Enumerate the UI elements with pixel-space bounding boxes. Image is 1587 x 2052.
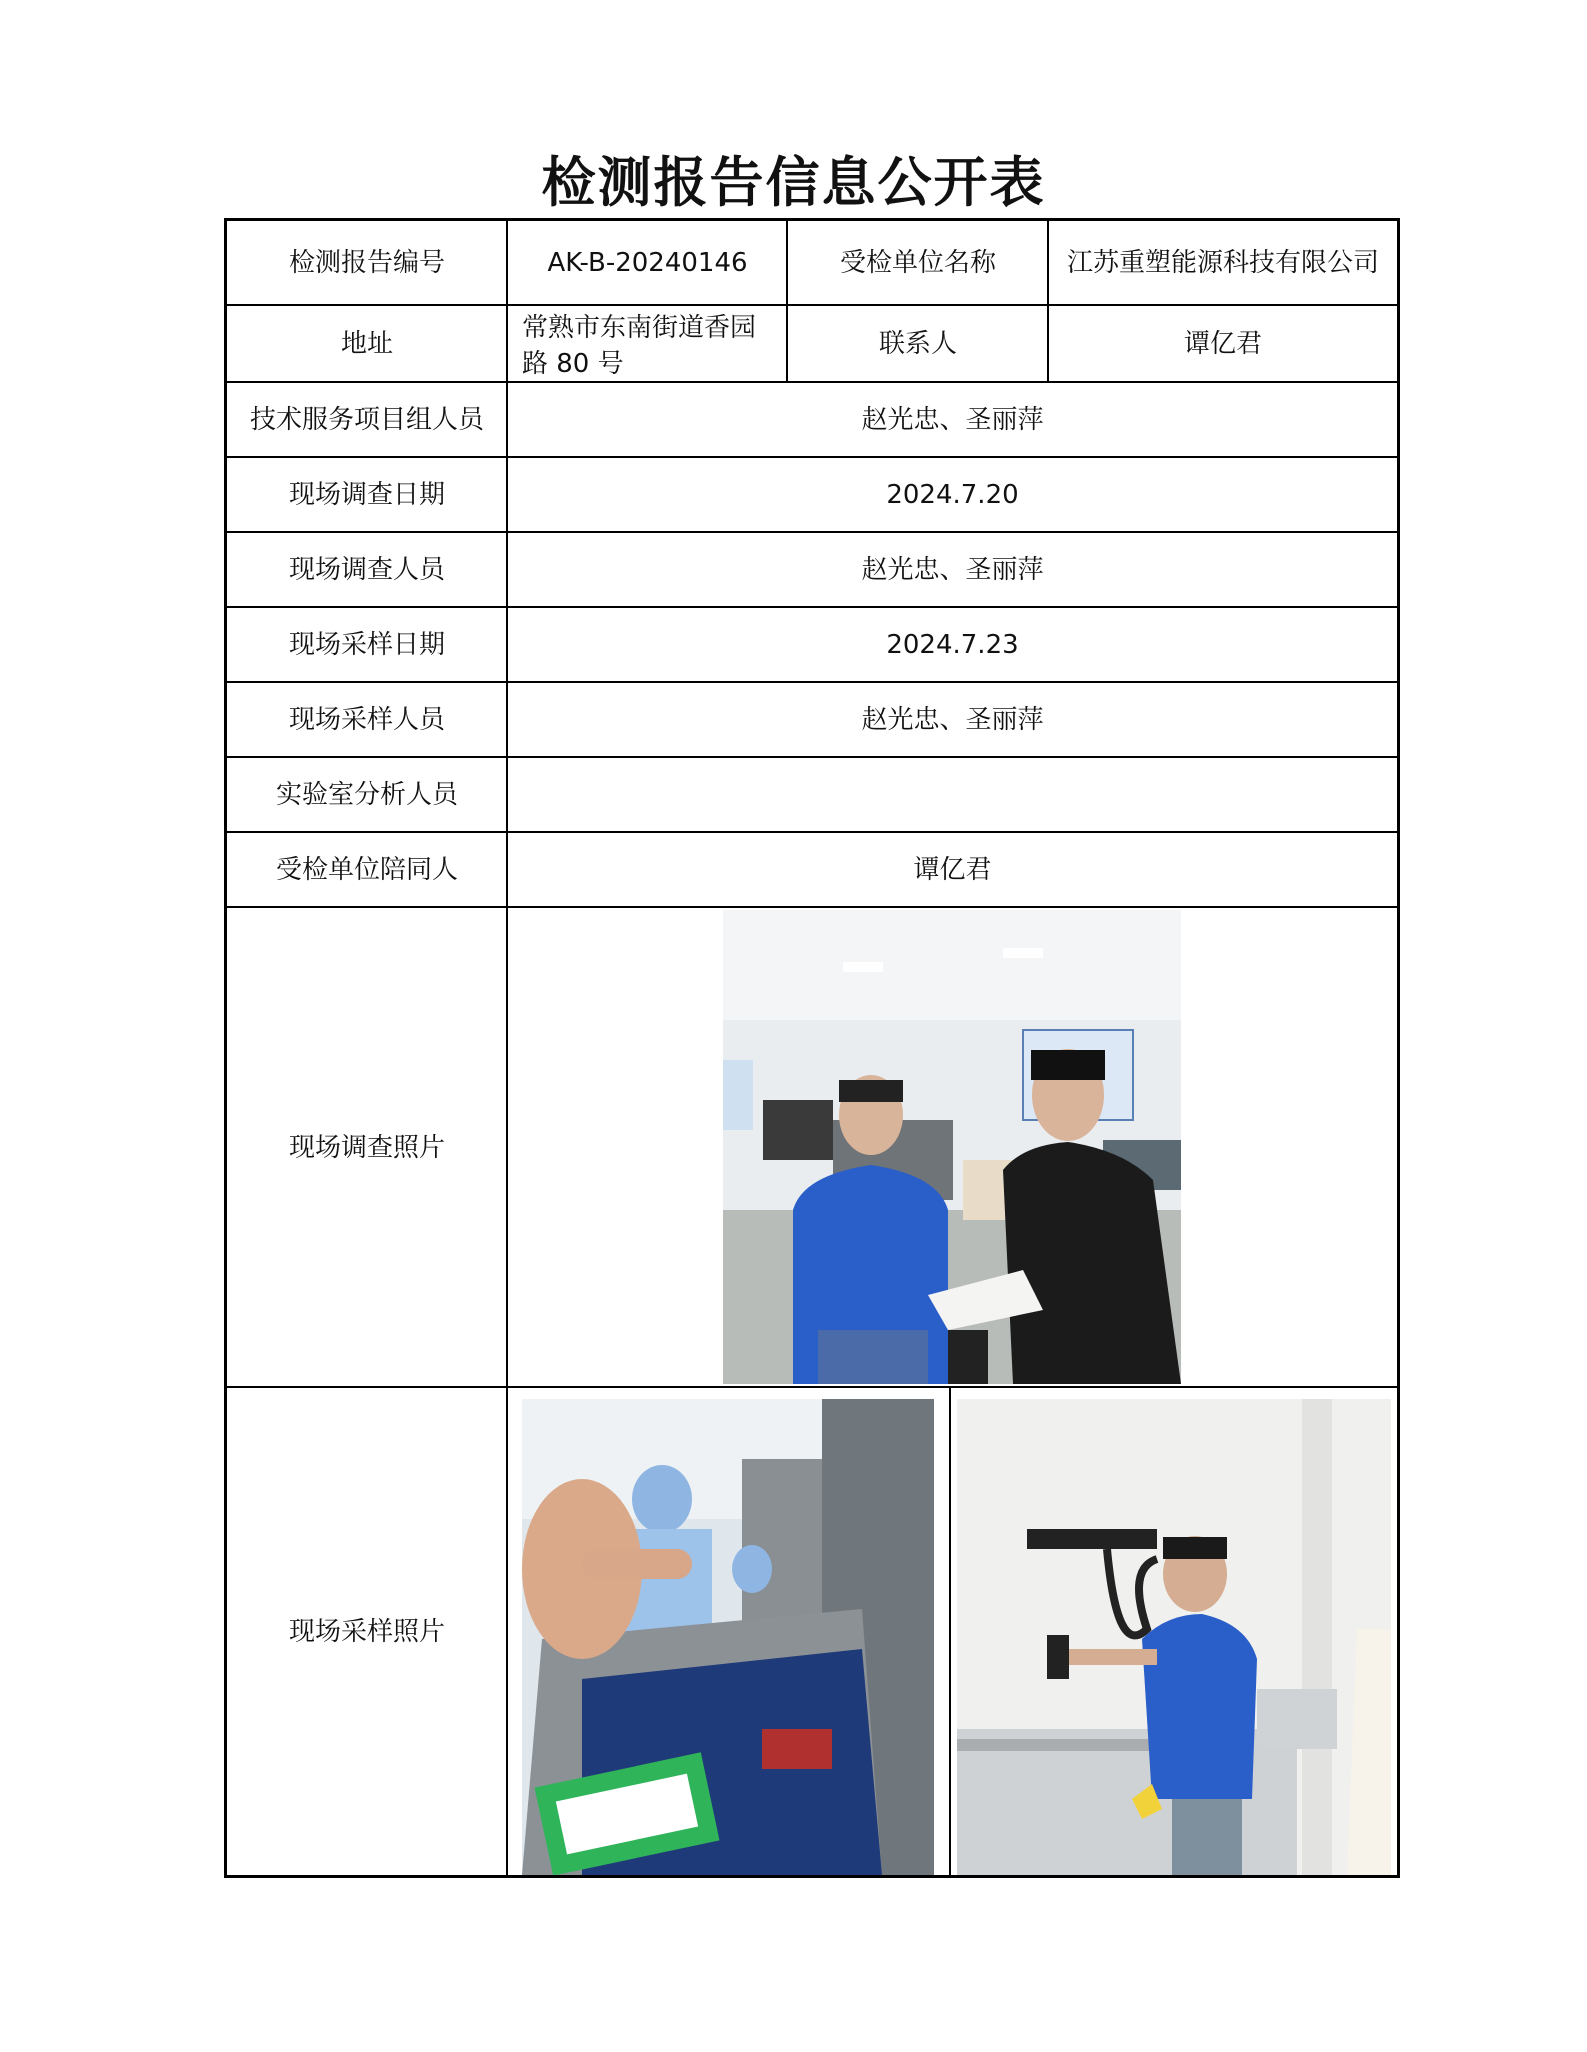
page-title: 检测报告信息公开表 [541,150,1046,214]
lab-staff-label: 实验室分析人员 [275,780,458,810]
team-value: 赵光忠、圣丽萍 [861,405,1044,435]
lab-staff-value [508,758,1397,832]
sampling-date-value: 2024.7.23 [886,630,1019,660]
contact-value: 谭亿君 [1183,329,1262,359]
survey-staff-value: 赵光忠、圣丽萍 [861,555,1044,585]
escort-value: 谭亿君 [913,855,992,885]
sampling-date-label: 现场采样日期 [288,630,445,660]
escort-label: 受检单位陪同人 [275,855,458,885]
report-no-label: 检测报告编号 [288,248,445,278]
sampling-staff-label: 现场采样人员 [288,705,445,735]
sampling-photo-label: 现场采样照片 [288,1616,445,1647]
unit-name-label: 受检单位名称 [839,248,996,278]
contact-label: 联系人 [878,329,957,359]
sampling-photo-1 [522,1399,934,1875]
survey-photo-label: 现场调查照片 [288,1132,445,1163]
address-label: 地址 [340,329,393,359]
survey-staff-label: 现场调查人员 [288,555,445,585]
report-info-table [224,218,1400,1878]
team-label: 技术服务项目组人员 [249,405,484,435]
survey-photo [723,910,1181,1384]
address-value: 常熟市东南街道香园路 80 号 [522,313,757,379]
sampling-staff-value: 赵光忠、圣丽萍 [861,705,1044,735]
sampling-photo-2 [957,1399,1391,1875]
survey-date-value: 2024.7.20 [886,480,1019,510]
report-no-value: AK-B-20240146 [547,248,748,278]
unit-name-value: 江苏重塑能源科技有限公司 [1067,248,1380,278]
survey-date-label: 现场调查日期 [288,480,445,510]
